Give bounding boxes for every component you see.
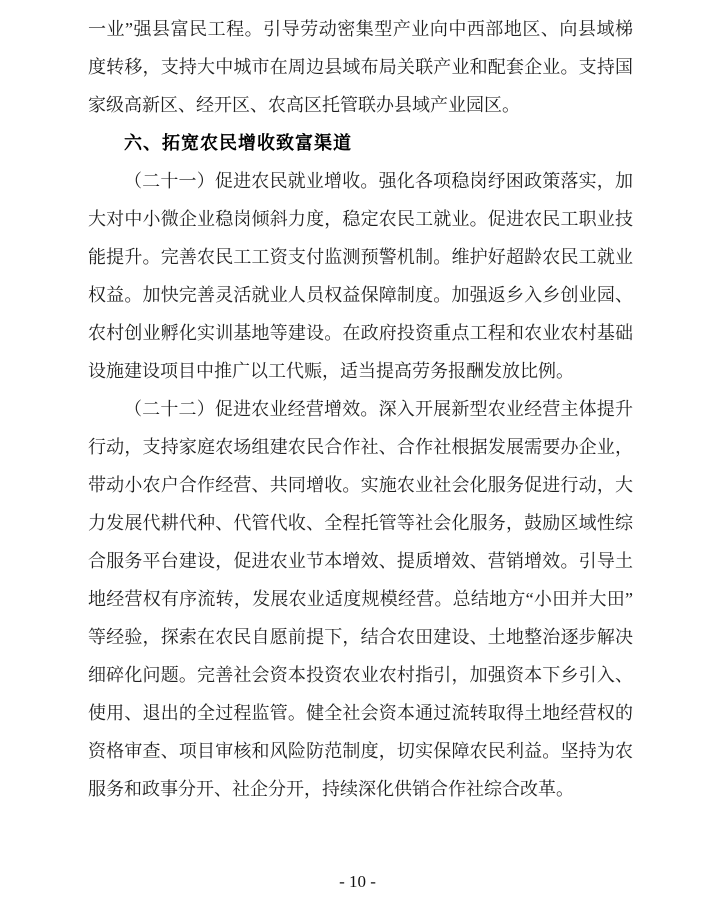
text-line: 能提升。完善农民工工资支付监测预警机制。维护好超龄农民工就业	[88, 247, 633, 267]
document-body	[88, 10, 633, 808]
text-line: 细碎化问题。完善社会资本投资农业农村指引，加强资本下乡引入、	[88, 665, 633, 685]
text-line: 地经营权有序流转，发展农业适度规模经营。总结地方“小田并大田”	[88, 589, 633, 609]
text-line: 使用、退出的全过程监管。健全社会资本通过流转取得土地经营权的	[88, 703, 633, 723]
text-line: 服务和政事分开、社企分开，持续深化供销合作社综合改革。	[88, 779, 574, 799]
text-line: 权益。加快完善灵活就业人员权益保障制度。加强返乡入乡创业园、	[88, 285, 633, 305]
text-line: 家级高新区、经开区、农高区托管联办县域产业园区。	[88, 95, 520, 115]
text-line: 一业”强县富民工程。引导劳动密集型产业向中西部地区、向县域梯	[88, 19, 633, 39]
text-line: 行动，支持家庭农场组建农民合作社、合作社根据发展需要办企业，	[88, 437, 633, 457]
text-line: （二十一）促进农民就业增收。强化各项稳岗纾困政策落实，加	[124, 171, 633, 191]
text-line: 力发展代耕代种、代管代收、全程托管等社会化服务，鼓励区域性综	[88, 513, 633, 533]
text-line: 合服务平台建设，促进农业节本增效、提质增效、营销增效。引导土	[88, 551, 633, 571]
text-line: 农村创业孵化实训基地等建设。在政府投资重点工程和农业农村基础	[88, 323, 633, 343]
paragraph	[88, 10, 633, 124]
text-line: 等经验，探索在农民自愿前提下，结合农田建设、土地整治逐步解决	[88, 627, 633, 647]
paragraph	[88, 162, 633, 390]
text-line: 设施建设项目中推广以工代赈，适当提高劳务报酬发放比例。	[88, 361, 574, 381]
text-line: 资格审查、项目审核和风险防范制度，切实保障农民利益。坚持为农	[88, 741, 633, 761]
text-line: 大对中小微企业稳岗倾斜力度，稳定农民工就业。促进农民工职业技	[88, 209, 633, 229]
paragraph	[88, 390, 633, 808]
section-heading	[88, 124, 633, 162]
text-line: 度转移，支持大中城市在周边县域布局关联产业和配套企业。支持国	[88, 57, 633, 77]
heading-line: 六、拓宽农民增收致富渠道	[124, 133, 352, 153]
page-number: - 10 -	[339, 872, 376, 891]
text-line: （二十二）促进农业经营增效。深入开展新型农业经营主体提升	[124, 399, 633, 419]
text-line: 带动小农户合作经营、共同增收。实施农业社会化服务促进行动，大	[88, 475, 633, 495]
